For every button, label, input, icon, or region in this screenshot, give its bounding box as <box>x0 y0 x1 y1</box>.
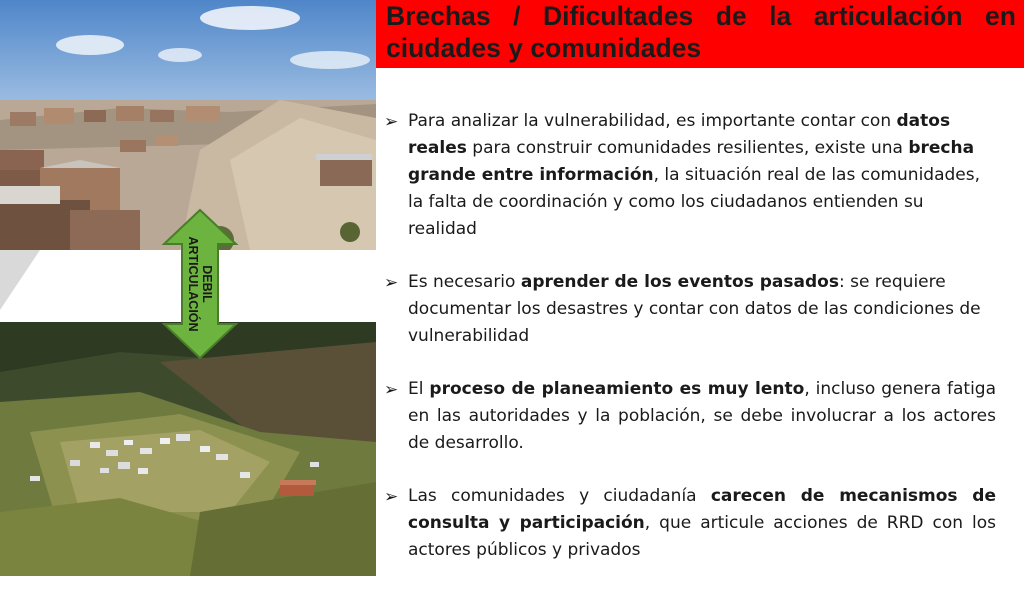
bullet-bold-text: proceso de planeamiento es muy lento <box>429 379 805 399</box>
bullet-bold-text: datos reales <box>408 111 951 158</box>
arrow-bullet-icon: ➢ <box>384 112 399 131</box>
arrow-label <box>186 204 214 364</box>
bullet-list <box>384 108 996 590</box>
bullet-item-4 <box>384 483 996 564</box>
double-arrow <box>160 208 240 360</box>
arrow-label-line2: ARTICULACIÓN <box>186 236 200 332</box>
bullet-item-2 <box>384 269 996 350</box>
bullet-text <box>408 483 996 564</box>
bullet-plain-text: , la situación real de las comunidades, la falta de coordinación y como los ciudadanos entienden su realidad <box>408 165 981 239</box>
bullet-plain-text: , incluso genera fatiga en las autoridades y la población, se debe involucrar a los actores de desarrollo. <box>408 379 997 453</box>
bullet-text <box>408 376 996 457</box>
bullet-text <box>408 108 996 243</box>
bullet-bold-text: brecha grande entre información <box>408 138 975 185</box>
bullet-plain-text: para construir comunidades resilientes, existe una <box>466 138 909 158</box>
bullet-item-1 <box>384 108 996 243</box>
bullet-text <box>408 269 996 350</box>
decorative-wedge <box>0 250 40 322</box>
arrow-bullet-icon: ➢ <box>384 380 399 399</box>
bullet-bold-text: aprender de los eventos pasados <box>520 272 839 292</box>
bullet-plain-text: Es necesario <box>408 272 521 292</box>
arrow-bullet-icon: ➢ <box>384 487 399 506</box>
bullet-plain-text: El <box>408 379 430 399</box>
left-image-panel <box>0 0 376 576</box>
bullet-plain-text: , que articule acciones de RRD con los actores públicos y privados <box>408 513 996 560</box>
bullet-bold-text: carecen de mecanismos de consulta y participación <box>408 486 996 533</box>
arrow-bullet-icon: ➢ <box>384 273 399 292</box>
bullet-plain-text: : se requiere documentar los desastres y contar con datos de las condiciones de vulnerabilidad <box>408 272 981 346</box>
bullet-plain-text: Las comunidades y ciudadanía <box>408 486 711 506</box>
arrow-label-line1: DEBIL <box>200 265 214 303</box>
slide-title: Brechas / Dificultades de la articulación en ciudades y comunidades <box>386 1 1016 63</box>
title-bar <box>376 0 1024 68</box>
bullet-plain-text: Para analizar la vulnerabilidad, es importante contar con <box>408 111 897 131</box>
bullet-item-3 <box>384 376 996 457</box>
